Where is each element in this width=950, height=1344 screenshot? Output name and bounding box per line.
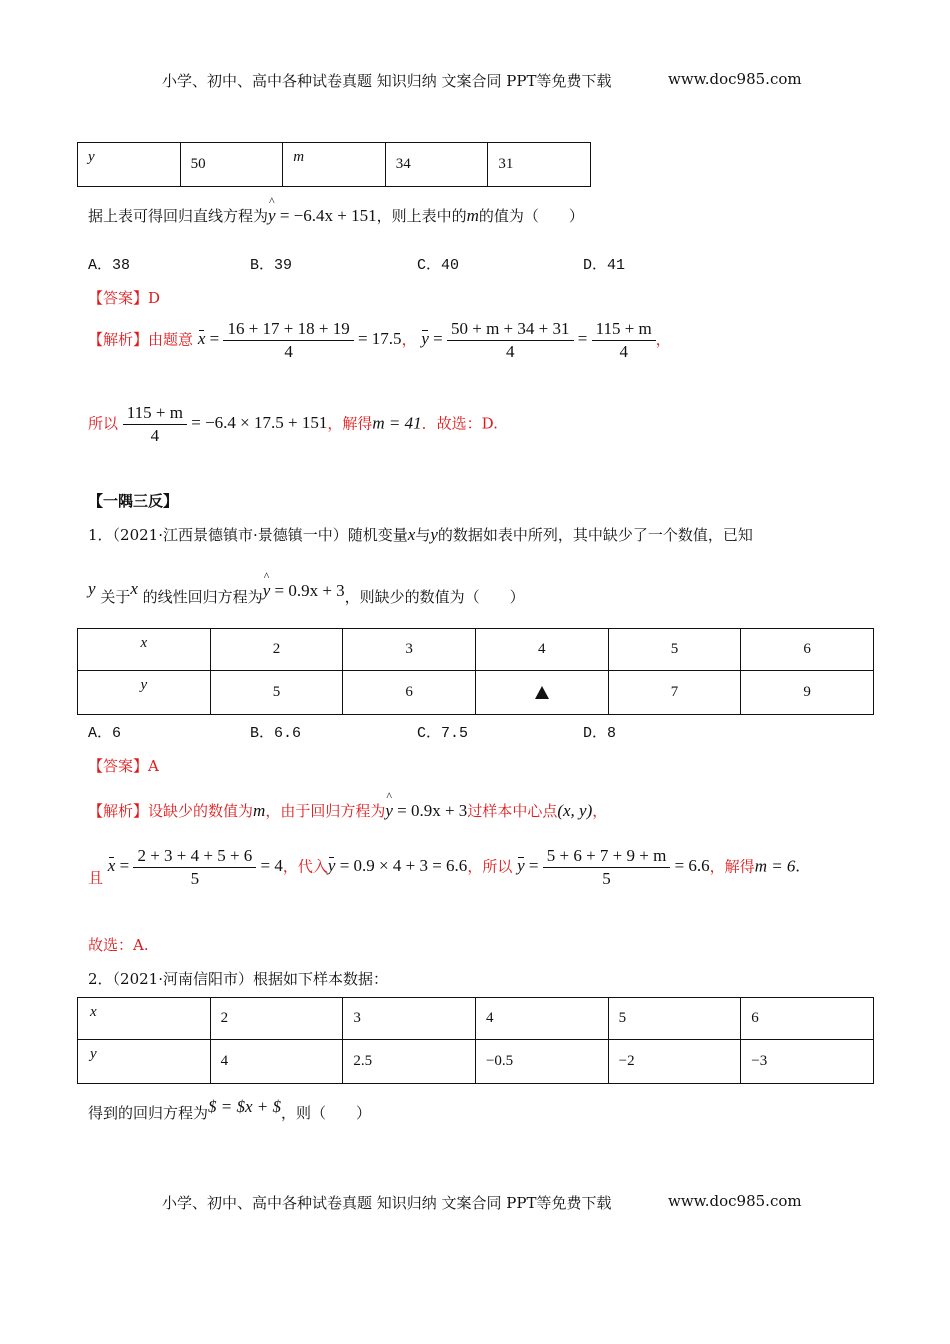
q1-text: 关于 bbox=[100, 588, 131, 606]
table-header-x: x bbox=[78, 998, 211, 1040]
table-cell: 5 bbox=[608, 629, 741, 671]
footer-url: www.doc985.com bbox=[668, 1192, 802, 1210]
table-cell: 6 bbox=[741, 629, 874, 671]
frac-denominator: 4 bbox=[506, 342, 515, 361]
frac-numerator: 2 + 3 + 4 + 5 + 6 bbox=[133, 845, 256, 868]
q1-text: 与 bbox=[415, 526, 431, 544]
q2-stem-line2 bbox=[88, 1097, 372, 1123]
q1-stem-line1: 1．（2021·江西景德镇市·景德镇一中）随机变量x与y的数据如表中所列，其中缺少了一个数值，已知 bbox=[88, 525, 753, 544]
q1-table bbox=[77, 628, 874, 715]
table-cell: 31 bbox=[488, 143, 591, 187]
frac-denominator: 4 bbox=[150, 426, 160, 445]
table-cell-missing bbox=[475, 671, 608, 715]
table-cell: 5 bbox=[608, 998, 741, 1040]
triangle-icon bbox=[535, 686, 549, 699]
q1-stem-line2: y 关于x 的线性回归方程为^ y = 0.9x + 3，则缺少的数值为（ ） bbox=[88, 586, 525, 607]
q1-text: 1．（2021·江西景德镇市·景德镇一中）随机变量 bbox=[88, 526, 408, 544]
q1-text: ，则缺少的数值为（ ） bbox=[344, 588, 525, 606]
analysis-text: 过样本中心点 bbox=[467, 802, 558, 820]
table-header-y: y bbox=[78, 671, 211, 715]
header-url: www.doc985.com bbox=[668, 70, 802, 88]
table-cell: 5 bbox=[210, 671, 343, 715]
table-cell: y bbox=[78, 143, 181, 187]
q2-stem: 2．（2021·河南信阳市）根据如下样本数据： bbox=[88, 970, 388, 988]
solution: m = 41 bbox=[372, 413, 422, 433]
analysis-text: 且 bbox=[88, 869, 104, 888]
frac-result: = 17.5 bbox=[357, 329, 402, 349]
q0-var: m bbox=[466, 206, 479, 225]
table-cell: −3 bbox=[741, 1040, 874, 1084]
q2-equation: $ = $x + $ bbox=[208, 1097, 282, 1116]
analysis-text: ，由于回归方程为 bbox=[265, 802, 386, 820]
frac-denominator: 5 bbox=[190, 869, 200, 888]
q1-analysis-b: 且 x = $\frac{2 + 3 + 4 + 5 + 6}{5}$ = 4，代入y = 0.9 × 4 + 3 = 6.6，所以 y = $\frac{5 + 6 + 7 + 9 + m}{5}$ = 6.6，解得m = 6. bbox=[88, 846, 800, 888]
q0-equation: = −6.4x + 151 bbox=[279, 206, 377, 225]
section-title: 【一隅三反】 bbox=[88, 492, 179, 510]
table-header-y: y bbox=[78, 1040, 211, 1084]
frac-numerator: 115 + m bbox=[123, 402, 187, 425]
equation: = −6.4 × 17.5 + 151 bbox=[191, 413, 328, 433]
table-cell: 3 bbox=[343, 998, 476, 1040]
table-cell: 6 bbox=[343, 671, 476, 715]
equation: = 0.9 × 4 + 3 = 6.6 bbox=[339, 856, 468, 876]
q1-text: 的数据如表中所列，其中缺少了一个数值，已知 bbox=[437, 526, 753, 544]
table-cell: 6 bbox=[741, 998, 874, 1040]
table-cell: m bbox=[283, 143, 386, 187]
footer-text: 小学、初中、高中各种试卷真题 知识归纳 文案合同 PPT等免费下载 bbox=[162, 1194, 612, 1212]
table-cell: 7 bbox=[608, 671, 741, 715]
frac-result: = 4 bbox=[260, 856, 283, 876]
q2-table bbox=[77, 997, 874, 1084]
frac-numerator: 16 + 17 + 18 + 19 bbox=[223, 318, 353, 341]
option-d: D．8 bbox=[583, 725, 617, 742]
frac-denominator: 4 bbox=[619, 342, 628, 361]
q0-stem-mid: ，则上表中的 bbox=[376, 207, 467, 225]
variable: m bbox=[253, 801, 266, 820]
equation: = 0.9x + 3 bbox=[397, 801, 468, 820]
frac-denominator: 5 bbox=[602, 869, 611, 888]
q1-conclusion: 故选：A. bbox=[88, 936, 149, 954]
frac-result: = 6.6 bbox=[674, 856, 710, 876]
q1-text: 的线性回归方程为 bbox=[142, 588, 263, 606]
analysis-label: 【解析】 bbox=[88, 802, 149, 820]
option-c: C．7.5 bbox=[417, 725, 469, 742]
analysis-text: 由题意 bbox=[148, 330, 194, 349]
analysis-text: 设缺少的数值为 bbox=[148, 802, 254, 820]
q1-analysis-a: 【解析】设缺少的数值为m，由于回归方程为^ y = 0.9x + 3过样本中心点(x, y)， bbox=[88, 800, 607, 821]
solution: m = 6 bbox=[754, 856, 796, 876]
top-table bbox=[77, 142, 591, 187]
q2-text: 得到的回归方程为 bbox=[88, 1104, 209, 1122]
table-cell: 2.5 bbox=[343, 1040, 476, 1084]
analysis-text: ，解得 bbox=[709, 857, 755, 876]
table-cell: 50 bbox=[180, 143, 283, 187]
analysis-text: ，代入 bbox=[282, 857, 328, 876]
table-cell: 9 bbox=[741, 671, 874, 715]
q0-answer: 【答案】D bbox=[88, 289, 161, 307]
q0-stem: 据上表可得回归直线方程为^ y = −6.4x + 151，则上表中的m的值为（ ） bbox=[88, 205, 584, 226]
table-cell: 4 bbox=[475, 998, 608, 1040]
q0-analysis-2 bbox=[88, 402, 498, 447]
analysis-label: 【解析】 bbox=[88, 330, 149, 349]
table-cell: 4 bbox=[210, 1040, 343, 1084]
table-cell: 2 bbox=[210, 629, 343, 671]
table-cell: 34 bbox=[385, 143, 488, 187]
frac-numerator: 5 + 6 + 7 + 9 + m bbox=[543, 845, 671, 868]
option-b: B．39 bbox=[250, 257, 293, 274]
sample-center: (x, y) bbox=[557, 801, 593, 820]
frac-numerator: 115 + m bbox=[592, 318, 656, 341]
table-cell: 3 bbox=[343, 629, 476, 671]
frac-denominator: 4 bbox=[284, 342, 293, 361]
q2-text: ，则（ ） bbox=[281, 1104, 372, 1122]
analysis-text: 所以 bbox=[88, 414, 119, 433]
q0-stem-post: 的值为（ ） bbox=[478, 207, 584, 225]
analysis-text: ，所以 bbox=[467, 857, 513, 876]
option-b: B．6.6 bbox=[250, 725, 302, 742]
table-cell: 2 bbox=[210, 998, 343, 1040]
option-d: D．41 bbox=[583, 257, 626, 274]
table-cell: −0.5 bbox=[475, 1040, 608, 1084]
option-a: A．38 bbox=[88, 257, 131, 274]
option-c: C．40 bbox=[417, 257, 460, 274]
header-text: 小学、初中、高中各种试卷真题 知识归纳 文案合同 PPT等免费下载 bbox=[162, 72, 612, 90]
table-header-x: x bbox=[78, 629, 211, 671]
frac-numerator: 50 + m + 34 + 31 bbox=[447, 318, 574, 341]
analysis-text: ．故选：D. bbox=[421, 414, 498, 433]
q1-answer: 【答案】A bbox=[88, 757, 159, 775]
q1-equation: = 0.9x + 3 bbox=[274, 581, 345, 600]
q0-analysis: 【解析】由题意 x = $\frac{16 + 17 + 18 + 19}{4}$ = 17.5， y = $\frac{50 + m + 34 + 31}{4}$ = $\frac{115 + m}{4}$ ， bbox=[88, 319, 671, 361]
table-cell: −2 bbox=[608, 1040, 741, 1084]
analysis-text: ，解得 bbox=[327, 414, 373, 433]
table-cell: 4 bbox=[475, 629, 608, 671]
option-a: A．6 bbox=[88, 725, 122, 742]
q0-stem-pre: 据上表可得回归直线方程为 bbox=[88, 207, 269, 225]
